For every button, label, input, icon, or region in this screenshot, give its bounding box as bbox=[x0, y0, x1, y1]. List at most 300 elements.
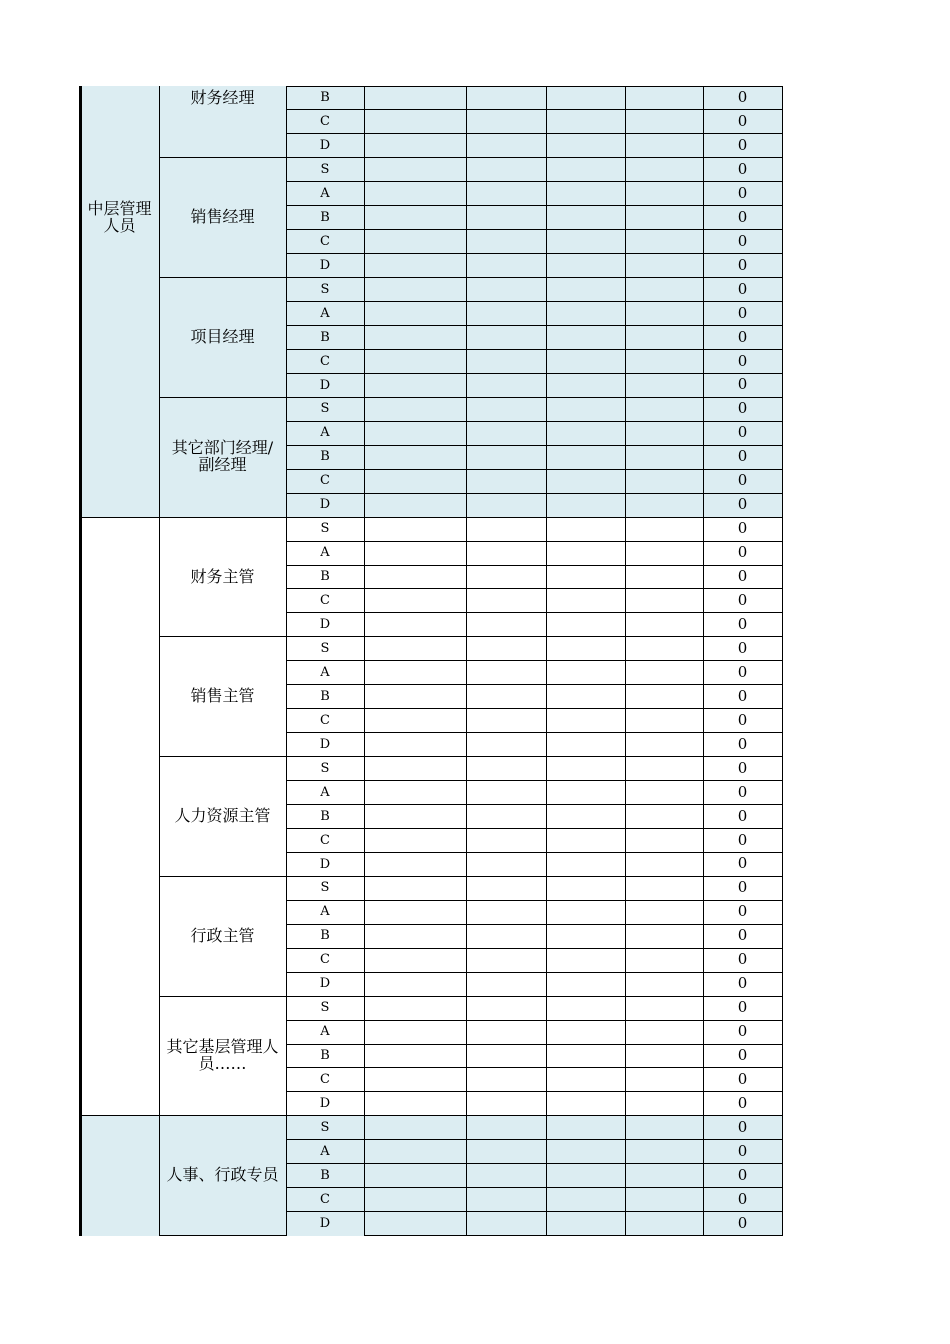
position-label bbox=[159, 435, 286, 479]
grid-line bbox=[286, 493, 782, 494]
category-cell bbox=[80, 517, 159, 1116]
score-cell[interactable] bbox=[546, 158, 625, 182]
score-cell[interactable] bbox=[364, 613, 466, 637]
score-cell[interactable] bbox=[625, 948, 703, 972]
score-cell[interactable] bbox=[546, 421, 625, 445]
score-cell[interactable] bbox=[546, 206, 625, 230]
grade-label: A bbox=[320, 545, 330, 561]
score-cell[interactable] bbox=[625, 924, 703, 948]
score-cell[interactable] bbox=[625, 661, 703, 685]
score-cell[interactable] bbox=[625, 1188, 703, 1212]
score-cell[interactable] bbox=[546, 397, 625, 421]
score-cell[interactable] bbox=[466, 637, 546, 661]
score-cell[interactable] bbox=[466, 469, 546, 493]
grade-label: S bbox=[320, 281, 330, 297]
score-cell[interactable] bbox=[466, 134, 546, 158]
score-cell[interactable] bbox=[466, 757, 546, 781]
grid-line bbox=[80, 1115, 782, 1116]
score-cell[interactable] bbox=[625, 445, 703, 469]
total-value: 0 bbox=[737, 1213, 748, 1232]
score-cell[interactable] bbox=[625, 278, 703, 302]
grid-line bbox=[286, 421, 782, 422]
score-cell[interactable] bbox=[466, 254, 546, 278]
score-cell[interactable] bbox=[625, 709, 703, 733]
grade-label: S bbox=[320, 1119, 330, 1135]
score-cell[interactable] bbox=[364, 637, 466, 661]
total-value: 0 bbox=[737, 854, 748, 873]
total-value: 0 bbox=[737, 183, 748, 202]
total-value: 0 bbox=[737, 614, 748, 633]
grade-label: A bbox=[320, 425, 330, 441]
grid-line bbox=[286, 301, 782, 302]
score-cell[interactable] bbox=[364, 469, 466, 493]
total-value: 0 bbox=[737, 567, 748, 586]
score-cell[interactable] bbox=[364, 900, 466, 924]
score-cell[interactable] bbox=[546, 1188, 625, 1212]
grid-line bbox=[286, 684, 782, 685]
grid-line bbox=[159, 397, 782, 398]
score-cell[interactable] bbox=[466, 302, 546, 326]
score-cell[interactable] bbox=[364, 589, 466, 613]
score-cell[interactable] bbox=[466, 733, 546, 757]
score-cell[interactable] bbox=[466, 828, 546, 852]
score-cell[interactable] bbox=[625, 373, 703, 397]
score-cell[interactable] bbox=[466, 685, 546, 709]
score-cell[interactable] bbox=[364, 1212, 466, 1236]
total-value: 0 bbox=[737, 255, 748, 274]
position-label-line: 财务主管 bbox=[190, 566, 255, 586]
score-cell[interactable] bbox=[625, 1068, 703, 1092]
score-cell[interactable] bbox=[625, 541, 703, 565]
total-value: 0 bbox=[737, 519, 748, 538]
score-cell[interactable] bbox=[546, 110, 625, 134]
score-cell[interactable] bbox=[546, 1116, 625, 1140]
grade-label: C bbox=[320, 952, 330, 968]
score-cell[interactable] bbox=[466, 589, 546, 613]
score-cell[interactable] bbox=[546, 924, 625, 948]
total-value: 0 bbox=[737, 1093, 748, 1112]
score-cell[interactable] bbox=[546, 302, 625, 326]
score-cell[interactable] bbox=[466, 613, 546, 637]
position-label-line: 行政主管 bbox=[190, 925, 255, 945]
grid-line bbox=[286, 708, 782, 709]
grid-line bbox=[286, 948, 782, 949]
score-cell[interactable] bbox=[546, 1092, 625, 1116]
score-cell[interactable] bbox=[625, 182, 703, 206]
score-cell[interactable] bbox=[546, 757, 625, 781]
score-cell[interactable] bbox=[364, 876, 466, 900]
score-cell[interactable] bbox=[546, 661, 625, 685]
grid-line bbox=[286, 1020, 782, 1021]
score-cell[interactable] bbox=[466, 1068, 546, 1092]
score-cell[interactable] bbox=[466, 1164, 546, 1188]
grade-label: D bbox=[319, 377, 331, 393]
grade-label: D bbox=[319, 257, 331, 273]
score-cell[interactable] bbox=[466, 1212, 546, 1236]
score-cell[interactable] bbox=[625, 326, 703, 350]
grade-label: B bbox=[320, 329, 330, 345]
score-cell[interactable] bbox=[546, 445, 625, 469]
score-cell[interactable] bbox=[466, 900, 546, 924]
grid-line bbox=[286, 1067, 782, 1068]
score-cell[interactable] bbox=[546, 828, 625, 852]
score-cell[interactable] bbox=[546, 541, 625, 565]
total-value: 0 bbox=[737, 710, 748, 729]
grade-label: B bbox=[320, 1048, 330, 1064]
score-cell[interactable] bbox=[364, 254, 466, 278]
score-cell[interactable] bbox=[364, 397, 466, 421]
score-cell[interactable] bbox=[546, 182, 625, 206]
score-cell[interactable] bbox=[364, 1164, 466, 1188]
score-cell[interactable] bbox=[625, 134, 703, 158]
score-cell[interactable] bbox=[546, 996, 625, 1020]
grade-label: S bbox=[320, 880, 330, 896]
grade-label: D bbox=[319, 138, 331, 154]
score-cell[interactable] bbox=[364, 685, 466, 709]
grid-line bbox=[286, 588, 782, 589]
score-cell[interactable] bbox=[364, 828, 466, 852]
score-cell[interactable] bbox=[546, 589, 625, 613]
score-cell[interactable] bbox=[546, 781, 625, 805]
score-cell[interactable] bbox=[466, 972, 546, 996]
total-value: 0 bbox=[737, 878, 748, 897]
score-cell[interactable] bbox=[625, 421, 703, 445]
score-cell[interactable] bbox=[546, 637, 625, 661]
grid-line bbox=[159, 756, 782, 757]
score-cell[interactable] bbox=[364, 278, 466, 302]
score-cell[interactable] bbox=[364, 134, 466, 158]
score-cell[interactable] bbox=[546, 565, 625, 589]
grid-line bbox=[79, 86, 82, 1236]
score-cell[interactable] bbox=[364, 86, 466, 110]
score-cell[interactable] bbox=[364, 852, 466, 876]
score-cell[interactable] bbox=[625, 302, 703, 326]
score-cell[interactable] bbox=[364, 373, 466, 397]
category-label-line: 人员 bbox=[103, 216, 136, 235]
score-cell[interactable] bbox=[466, 517, 546, 541]
score-cell[interactable] bbox=[466, 206, 546, 230]
score-cell[interactable] bbox=[364, 709, 466, 733]
score-cell[interactable] bbox=[546, 517, 625, 541]
grade-label: C bbox=[320, 593, 330, 609]
grid-line bbox=[286, 924, 782, 925]
score-cell[interactable] bbox=[364, 1068, 466, 1092]
score-cell[interactable] bbox=[546, 86, 625, 110]
grid-line bbox=[286, 972, 782, 973]
score-cell[interactable] bbox=[546, 278, 625, 302]
score-cell[interactable] bbox=[625, 1164, 703, 1188]
grade-label: D bbox=[319, 1096, 331, 1112]
score-cell[interactable] bbox=[364, 757, 466, 781]
score-cell[interactable] bbox=[364, 326, 466, 350]
score-cell[interactable] bbox=[364, 733, 466, 757]
position-label bbox=[159, 555, 286, 599]
score-cell[interactable] bbox=[466, 924, 546, 948]
score-cell[interactable] bbox=[625, 996, 703, 1020]
score-cell[interactable] bbox=[466, 158, 546, 182]
category-label bbox=[80, 196, 159, 240]
grid-line bbox=[286, 253, 782, 254]
score-cell[interactable] bbox=[546, 972, 625, 996]
total-value: 0 bbox=[737, 279, 748, 298]
score-cell[interactable] bbox=[364, 230, 466, 254]
score-cell[interactable] bbox=[625, 1092, 703, 1116]
score-cell[interactable] bbox=[466, 541, 546, 565]
score-cell[interactable] bbox=[364, 1140, 466, 1164]
grade-label: D bbox=[319, 617, 331, 633]
score-cell[interactable] bbox=[625, 613, 703, 637]
grid-line bbox=[286, 828, 782, 829]
grade-label: B bbox=[320, 1167, 330, 1183]
score-cell[interactable] bbox=[625, 972, 703, 996]
score-cell[interactable] bbox=[364, 541, 466, 565]
score-cell[interactable] bbox=[364, 445, 466, 469]
score-cell[interactable] bbox=[466, 278, 546, 302]
score-cell[interactable] bbox=[364, 349, 466, 373]
score-cell[interactable] bbox=[625, 254, 703, 278]
score-cell[interactable] bbox=[546, 709, 625, 733]
score-cell[interactable] bbox=[546, 230, 625, 254]
score-cell[interactable] bbox=[546, 326, 625, 350]
score-cell[interactable] bbox=[546, 1044, 625, 1068]
score-cell[interactable] bbox=[466, 876, 546, 900]
grid-line bbox=[286, 565, 782, 566]
position-label-line: 员…… bbox=[198, 1053, 247, 1073]
score-cell[interactable] bbox=[546, 134, 625, 158]
total-value: 0 bbox=[737, 88, 748, 107]
position-label bbox=[159, 794, 286, 838]
score-cell[interactable] bbox=[466, 565, 546, 589]
score-cell[interactable] bbox=[466, 1092, 546, 1116]
score-cell[interactable] bbox=[625, 805, 703, 829]
score-cell[interactable] bbox=[364, 421, 466, 445]
score-cell[interactable] bbox=[546, 1140, 625, 1164]
grid-line bbox=[286, 1187, 782, 1188]
grid-line bbox=[286, 804, 782, 805]
score-cell[interactable] bbox=[364, 517, 466, 541]
position-label-line: 项目经理 bbox=[190, 327, 255, 347]
grade-label: B bbox=[320, 808, 330, 824]
grade-label: A bbox=[320, 1024, 330, 1040]
score-cell[interactable] bbox=[546, 1164, 625, 1188]
score-cell[interactable] bbox=[364, 996, 466, 1020]
score-cell[interactable] bbox=[364, 924, 466, 948]
position-label-line: 人力资源主管 bbox=[174, 806, 271, 826]
score-cell[interactable] bbox=[466, 852, 546, 876]
score-cell[interactable] bbox=[364, 565, 466, 589]
grade-label: C bbox=[320, 114, 330, 130]
score-cell[interactable] bbox=[466, 709, 546, 733]
category-cell bbox=[80, 86, 159, 517]
position-label bbox=[159, 914, 286, 958]
grid-line bbox=[286, 229, 782, 230]
grade-label: A bbox=[320, 664, 330, 680]
score-cell[interactable] bbox=[466, 661, 546, 685]
score-cell[interactable] bbox=[364, 805, 466, 829]
score-cell[interactable] bbox=[546, 685, 625, 709]
grid-line bbox=[159, 86, 160, 1236]
total-value: 0 bbox=[737, 806, 748, 825]
score-cell[interactable] bbox=[625, 589, 703, 613]
grade-label: B bbox=[320, 90, 330, 106]
score-cell[interactable] bbox=[466, 1044, 546, 1068]
score-cell[interactable] bbox=[466, 1116, 546, 1140]
grid-line bbox=[286, 1044, 782, 1045]
total-value: 0 bbox=[737, 351, 748, 370]
score-cell[interactable] bbox=[625, 469, 703, 493]
score-cell[interactable] bbox=[625, 1212, 703, 1236]
score-cell[interactable] bbox=[546, 254, 625, 278]
score-cell[interactable] bbox=[364, 182, 466, 206]
total-value: 0 bbox=[737, 303, 748, 322]
total-value: 0 bbox=[737, 830, 748, 849]
score-cell[interactable] bbox=[466, 86, 546, 110]
grade-label: A bbox=[320, 784, 330, 800]
score-cell[interactable] bbox=[364, 110, 466, 134]
score-cell[interactable] bbox=[466, 182, 546, 206]
grid-line bbox=[159, 636, 782, 637]
total-value: 0 bbox=[737, 399, 748, 418]
score-cell[interactable] bbox=[625, 1044, 703, 1068]
score-cell[interactable] bbox=[546, 373, 625, 397]
score-cell[interactable] bbox=[466, 230, 546, 254]
score-cell[interactable] bbox=[625, 1140, 703, 1164]
score-cell[interactable] bbox=[625, 637, 703, 661]
position-label-line: 人事、行政专员 bbox=[166, 1165, 279, 1185]
grid-line bbox=[286, 852, 782, 853]
score-cell[interactable] bbox=[546, 1212, 625, 1236]
position-label bbox=[159, 315, 286, 359]
score-cell[interactable] bbox=[625, 397, 703, 421]
score-cell[interactable] bbox=[546, 900, 625, 924]
score-cell[interactable] bbox=[466, 110, 546, 134]
score-cell[interactable] bbox=[466, 1140, 546, 1164]
grade-label: D bbox=[319, 856, 331, 872]
score-cell[interactable] bbox=[466, 445, 546, 469]
score-cell[interactable] bbox=[466, 996, 546, 1020]
total-value: 0 bbox=[737, 974, 748, 993]
score-cell[interactable] bbox=[625, 685, 703, 709]
score-cell[interactable] bbox=[625, 1116, 703, 1140]
total-value: 0 bbox=[737, 231, 748, 250]
score-cell[interactable] bbox=[625, 230, 703, 254]
score-cell[interactable] bbox=[466, 493, 546, 517]
score-cell[interactable] bbox=[364, 206, 466, 230]
score-cell[interactable] bbox=[546, 876, 625, 900]
grade-label: D bbox=[319, 736, 331, 752]
grade-label: D bbox=[319, 1215, 331, 1231]
score-cell[interactable] bbox=[364, 158, 466, 182]
total-value: 0 bbox=[737, 782, 748, 801]
grid-line bbox=[286, 373, 782, 374]
position-label-line: 其它部门经理/ bbox=[171, 438, 274, 458]
score-cell[interactable] bbox=[364, 493, 466, 517]
score-cell[interactable] bbox=[466, 373, 546, 397]
grid-line bbox=[286, 1091, 782, 1092]
score-cell[interactable] bbox=[625, 852, 703, 876]
score-cell[interactable] bbox=[625, 733, 703, 757]
score-cell[interactable] bbox=[364, 781, 466, 805]
total-value: 0 bbox=[737, 1046, 748, 1065]
score-cell[interactable] bbox=[625, 86, 703, 110]
score-cell[interactable] bbox=[466, 349, 546, 373]
score-cell[interactable] bbox=[364, 948, 466, 972]
score-cell[interactable] bbox=[546, 852, 625, 876]
score-cell[interactable] bbox=[546, 613, 625, 637]
grid-line bbox=[159, 1235, 286, 1236]
score-cell[interactable] bbox=[546, 349, 625, 373]
total-value: 0 bbox=[737, 998, 748, 1017]
grade-label: C bbox=[320, 353, 330, 369]
grid-line bbox=[286, 1139, 782, 1140]
grid-line bbox=[286, 86, 782, 87]
score-cell[interactable] bbox=[625, 158, 703, 182]
score-cell[interactable] bbox=[546, 469, 625, 493]
grid-line bbox=[286, 205, 782, 206]
grid-line bbox=[159, 277, 782, 278]
score-cell[interactable] bbox=[625, 757, 703, 781]
total-value: 0 bbox=[737, 543, 748, 562]
total-value: 0 bbox=[737, 1165, 748, 1184]
score-cell[interactable] bbox=[364, 1116, 466, 1140]
score-cell[interactable] bbox=[364, 302, 466, 326]
score-cell[interactable] bbox=[466, 1020, 546, 1044]
score-cell[interactable] bbox=[466, 781, 546, 805]
position-label-line: 其它基层管理人 bbox=[166, 1037, 279, 1057]
score-cell[interactable] bbox=[546, 733, 625, 757]
score-cell[interactable] bbox=[625, 1020, 703, 1044]
score-cell[interactable] bbox=[546, 805, 625, 829]
score-cell[interactable] bbox=[546, 1068, 625, 1092]
grade-label: D bbox=[319, 976, 331, 992]
score-cell[interactable] bbox=[546, 948, 625, 972]
score-cell[interactable] bbox=[364, 1188, 466, 1212]
score-cell[interactable] bbox=[625, 900, 703, 924]
score-cell[interactable] bbox=[625, 781, 703, 805]
score-cell[interactable] bbox=[466, 1188, 546, 1212]
score-cell[interactable] bbox=[625, 828, 703, 852]
score-cell[interactable] bbox=[625, 517, 703, 541]
score-cell[interactable] bbox=[364, 1020, 466, 1044]
score-cell[interactable] bbox=[364, 972, 466, 996]
position-label bbox=[159, 76, 286, 120]
score-cell[interactable] bbox=[364, 661, 466, 685]
score-cell[interactable] bbox=[466, 805, 546, 829]
score-cell[interactable] bbox=[625, 876, 703, 900]
category-cell bbox=[80, 1116, 159, 1236]
score-cell[interactable] bbox=[364, 1044, 466, 1068]
score-cell[interactable] bbox=[466, 326, 546, 350]
score-cell[interactable] bbox=[466, 421, 546, 445]
position-label bbox=[159, 196, 286, 240]
score-cell[interactable] bbox=[466, 397, 546, 421]
grade-label: C bbox=[320, 473, 330, 489]
total-value: 0 bbox=[737, 447, 748, 466]
position-label-line: 财务经理 bbox=[190, 87, 255, 107]
score-cell[interactable] bbox=[546, 1020, 625, 1044]
score-cell[interactable] bbox=[625, 493, 703, 517]
score-cell[interactable] bbox=[546, 493, 625, 517]
total-value: 0 bbox=[737, 423, 748, 442]
score-cell[interactable] bbox=[466, 948, 546, 972]
grade-label: C bbox=[320, 712, 330, 728]
score-cell[interactable] bbox=[625, 110, 703, 134]
grid-line bbox=[286, 612, 782, 613]
score-cell[interactable] bbox=[364, 1092, 466, 1116]
score-cell[interactable] bbox=[625, 349, 703, 373]
score-cell[interactable] bbox=[625, 565, 703, 589]
score-cell[interactable] bbox=[625, 206, 703, 230]
